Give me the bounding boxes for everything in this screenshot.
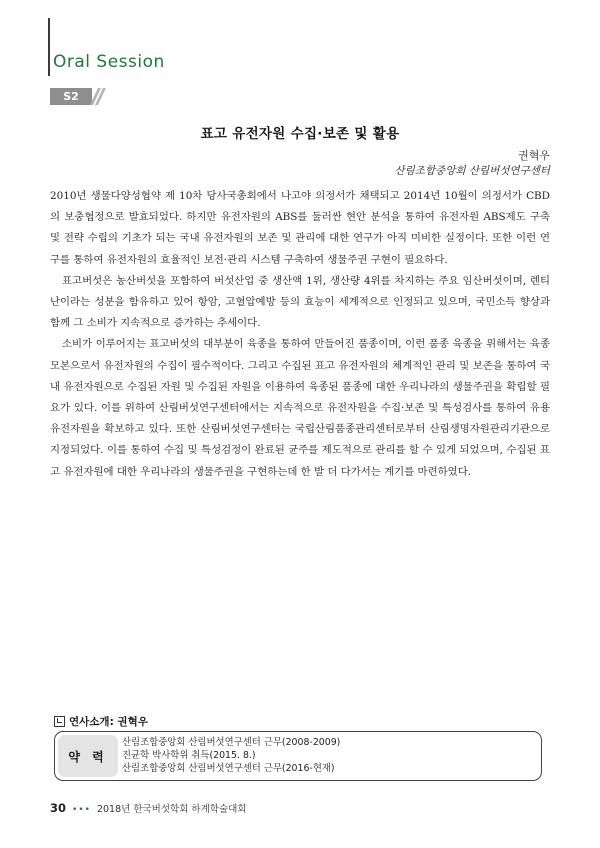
career-item: 산림조합중앙회 산림버섯연구센터 근무(2016-현재) — [122, 763, 335, 775]
career-label: 약 력 — [58, 735, 118, 777]
career-list — [122, 736, 340, 776]
session-tag-label: S2 — [63, 90, 79, 103]
conference-name: 2018년 한국버섯학회 하계학술대회 — [96, 804, 247, 815]
session-tag — [50, 88, 100, 105]
paragraph: 2010년 생물다양성협약 제 10차 당사국총회에서 나고야 의정서가 채택되고 2014년 10월이 의정서가 CBD의 보충협정으로 발효되었다. 하지만 유전자원의 ABS를 둘러싼 현안 분석을 통하여 유전자원 ABS제도 구축 및 전략 수립의 기초가 되는 국내 유전자원의 보존 및 관리에 대한 연구가 아직 미비한 실정이다. 또한 이런 연구를 통하여 유전자원의 효율적인 보전·관리 시스템 구축하여 생물주권 구현이 필요하다. — [50, 190, 550, 266]
career-item: 산림조합중앙회 산림버섯연구센터 근무(2008-2009) — [122, 737, 341, 748]
author-name: 권혁우 — [518, 149, 550, 162]
arrow-box-icon — [54, 716, 65, 727]
page-footer — [50, 801, 246, 815]
paper-title: 표고 유전자원 수집·보존 및 활용 — [200, 126, 400, 142]
page-number: 30 — [50, 801, 67, 815]
footer-dots: ••• — [72, 805, 91, 815]
speaker-intro-label: 연사소개: 권혁우 — [69, 716, 148, 728]
paragraph: 표고버섯은 농산버섯을 포함하여 버섯산업 중 생산액 1위, 생산량 4위를 차지하는 주요 임산버섯이며, 렌티난이라는 성분을 함유하고 있어 항암, 고혈압예방 등의 효능이 세계적으로 인정되고 있으며, 국민소득 향상과 함께 그 소비가 지속적으로 증가하는 추세이다. — [50, 274, 550, 330]
header-rule — [48, 18, 50, 76]
speaker-intro-heading — [54, 714, 148, 729]
abstract-body — [50, 186, 550, 483]
author-affiliation: 산림조합중앙회 산림버섯연구센터 — [394, 165, 550, 177]
section-title: Oral Session — [53, 52, 165, 72]
paragraph: 소비가 이루어지는 표고버섯의 대부분이 육종을 통하여 만들어진 품종이며, 이런 품종 육종을 위해서는 육종모본으로서 유전자원의 수집이 필수적이다. 그리고 수집된 표고 유전자원의 체계적인 관리 및 보존을 통하여 국내 유전자원으로 수집된 자원 및 수집된 자원을 이용하여 육종된 품종에 대한 우리나라의 생물주권을 확립할 필요가 있다. 이를 위하여 산림버섯연구센터에서는 지속적으로 유전자원을 수집·보존 및 특성검사를 통하여 유용 유전자원을 확보하고 있다. 또한 산림버섯연구센터는 국립산림품종관리센터로부터 산림생명자원관리기관으로 지정되었다. 이를 통하여 수집 및 특성검정이 완료된 균주를 제도적으로 관리를 할 수 있게 되었으며, 수집된 표고 유전자원에 대한 우리나라의 생물주권을 구현하는데 한 발 더 다가서는 계기를 마련하였다. — [50, 338, 550, 478]
career-item: 진균학 박사학위 취득(2015. 8.) — [122, 750, 256, 762]
